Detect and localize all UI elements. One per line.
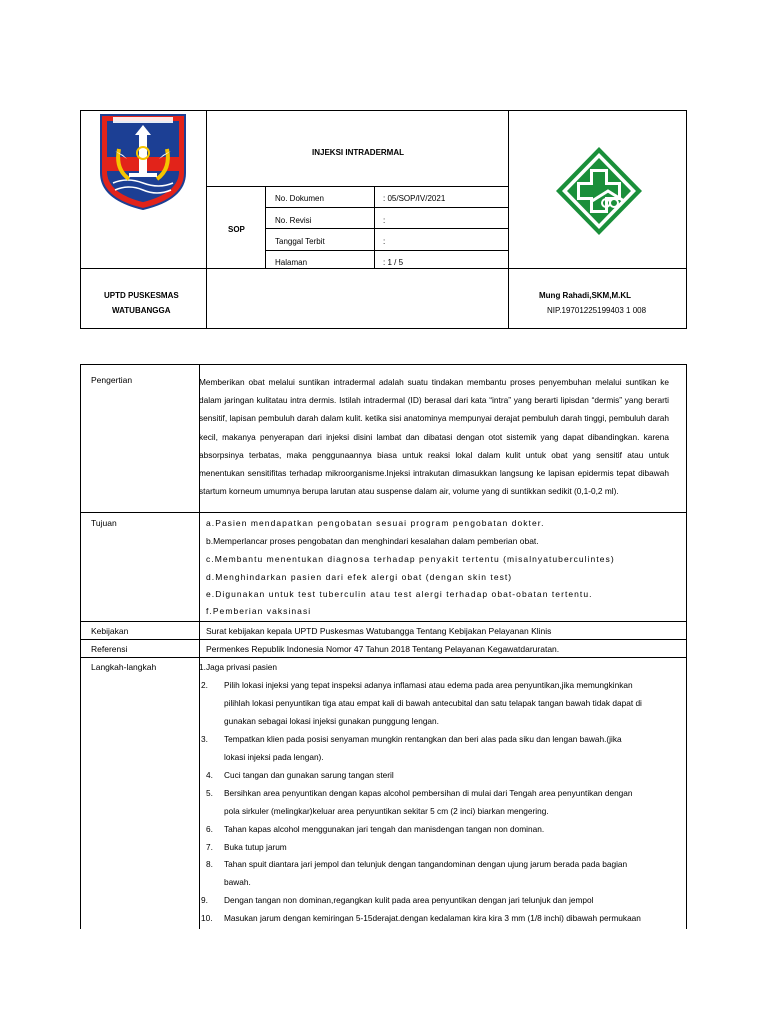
divider bbox=[206, 111, 207, 329]
kabupaten-emblem-icon bbox=[99, 113, 187, 211]
referensi-label: Referensi bbox=[91, 644, 128, 654]
divider bbox=[265, 250, 508, 251]
tujuan-item: d.Menghindarkan pasien dari efek alergi obat (dengan skin test) bbox=[206, 572, 513, 582]
sop-content-table bbox=[80, 364, 687, 929]
step-text: Dengan tangan non dominan,regangkan kulit pada area penyuntikan dengan jari telunjuk dan jempol bbox=[224, 895, 594, 905]
step-number: 7. bbox=[206, 842, 213, 852]
divider bbox=[265, 207, 508, 208]
tujuan-item: f.Pemberian vaksinasi bbox=[206, 606, 312, 616]
step-number: 5. bbox=[206, 788, 213, 798]
langkah-label: Langkah-langkah bbox=[91, 662, 157, 672]
step-text: Tahan kapas alcohol menggunakan jari tengah dan manisdengan tangan non dominan. bbox=[224, 824, 545, 834]
puskesmas-logo-icon bbox=[554, 145, 644, 237]
revision-label: No. Revisi bbox=[275, 216, 312, 225]
step-number: 1. bbox=[199, 662, 206, 672]
pengertian-label: Pengertian bbox=[91, 375, 133, 385]
divider bbox=[206, 186, 508, 187]
divider bbox=[508, 111, 509, 329]
step-text: Buka tutup jarum bbox=[224, 842, 287, 852]
divider bbox=[81, 639, 686, 640]
kebijakan-text: Surat kebijakan kepala UPTD Puskesmas Watubangga Tentang Kebijakan Pelayanan Klinis bbox=[206, 626, 552, 636]
step-text: Jaga privasi pasien bbox=[206, 662, 278, 672]
step-number: 3. bbox=[201, 734, 208, 744]
sop-label: SOP bbox=[228, 225, 245, 234]
org-name-line1: UPTD PUSKESMAS bbox=[104, 291, 179, 300]
signer-nip: NIP.19701225199403 1 008 bbox=[547, 306, 647, 315]
divider bbox=[81, 621, 686, 622]
step-text: Pilih lokasi injeksi yang tepat inspeksi adanya inflamasi atau edema pada area penyuntikan,jika memungkinkan bbox=[224, 680, 633, 690]
step-number: 4. bbox=[206, 770, 213, 780]
step-text: gunakan sebagai lokasi injeksi gunakan punggung lengan. bbox=[224, 716, 439, 726]
issue-date-label: Tanggal Terbit bbox=[275, 237, 325, 246]
step-text: pilihlah lokasi penyuntikan tiga atau empat kali di bawah antecubital dan satu telapak tangan bawah tidak dapat di bbox=[224, 698, 642, 708]
step-number: 8. bbox=[206, 859, 213, 869]
divider bbox=[374, 186, 375, 268]
divider bbox=[81, 657, 686, 658]
step-text: pola sirkuler (melingkar)keluar area penyuntikan sekitar 5 cm (2 inci) biarkan mengering. bbox=[224, 806, 549, 816]
tujuan-item: c.Membantu menentukan diagnosa terhadap penyakit tertentu (misalnyatuberculintes) bbox=[206, 554, 615, 564]
referensi-text: Permenkes Republik Indonesia Nomor 47 Tahun 2018 Tentang Pelayanan Kegawatdaruratan. bbox=[206, 644, 560, 654]
step-text: Masukan jarum dengan kemiringan 5-15derajat.dengan kedalaman kira kira 3 mm (1/8 inchi) dibawah permukaan bbox=[224, 913, 641, 923]
step-text: Tempatkan klien pada posisi senyaman mungkin rentangkan dan beri alas pada siku dan lengan bawah.(jika bbox=[224, 734, 622, 744]
doc-number-value: : 05/SOP/IV/2021 bbox=[383, 194, 446, 203]
divider bbox=[265, 186, 266, 268]
pengertian-text: Memberikan obat melalui suntikan intradermal adalah suatu tindakan membantu proses penyembuhan melalui suntikan ke dalam jaringan kulitatau intra dermis. Istilah intradermal (ID) berasal dari kata “intra” yang berarti lipisdan “dermis” yang berarti sensitif, lapisan pembuluh darah dalam kulit. ketika sisi anatominya mempunyai derajat pembuluh darah tinggi, pembuluh darah kecil, makanya penyerapan dari injeksi disini lambat dan dibatasi dengan otot sistemik yang dapat dibandingkan. karena absorpsinya terbatas, maka penggunaannya biasa untuk reaksi lokal dalam kulit untuk obat yang sensitif atau untuk menentukan sensitifitas terhadap mikroorganisme.Injeksi intrakutan dimasukkan langsung ke lapisan epidermis tepat dibawah startum korneum umumnya berupa larutan atau suspense dalam air, volume yang di suntikkan sedikit (0,1-0,2 ml). bbox=[199, 377, 669, 497]
step-text: lokasi injeksi pada lengan). bbox=[224, 752, 324, 762]
divider bbox=[265, 228, 508, 229]
step-text: bawah. bbox=[224, 877, 251, 887]
document-title: INJEKSI INTRADERMAL bbox=[312, 148, 405, 157]
org-name-line2: WATUBANGGA bbox=[112, 306, 171, 315]
tujuan-item: e.Digunakan untuk test tuberculin atau test alergi terhadap obat-obatan tertentu. bbox=[206, 589, 593, 599]
step-number: 9. bbox=[201, 895, 208, 905]
kebijakan-label: Kebijakan bbox=[91, 626, 129, 636]
step-text: Bersihkan area penyuntikan dengan kapas alcohol pembersihan di mulai dari Tengah area penyuntikan dengan bbox=[224, 788, 633, 798]
signer-name: Mung Rahadi,SKM,M.KL bbox=[539, 291, 631, 300]
divider bbox=[81, 512, 686, 513]
tujuan-item: b.Memperlancar proses pengobatan dan menghindari kesalahan dalam pemberian obat. bbox=[206, 536, 539, 546]
step-text: Cuci tangan dan gunakan sarung tangan steril bbox=[224, 770, 394, 780]
page-value: : 1 / 5 bbox=[383, 258, 404, 267]
tujuan-item: a.Pasien mendapatkan pengobatan sesuai program pengobatan dokter. bbox=[206, 518, 545, 528]
doc-number-label: No. Dokumen bbox=[275, 194, 324, 203]
step-text: Tahan spuit diantara jari jempol dan telunjuk dengan tangandominan dengan ujung jarum berada pada bagian bbox=[224, 859, 628, 869]
revision-value: : bbox=[383, 216, 386, 225]
step-number: 6. bbox=[206, 824, 213, 834]
page-label: Halaman bbox=[275, 258, 308, 267]
step-number: 10. bbox=[201, 913, 213, 923]
issue-date-value: : bbox=[383, 237, 386, 246]
sop-header-table bbox=[80, 110, 687, 329]
step-number: 2. bbox=[201, 680, 208, 690]
divider bbox=[81, 268, 686, 269]
tujuan-label: Tujuan bbox=[91, 518, 117, 528]
